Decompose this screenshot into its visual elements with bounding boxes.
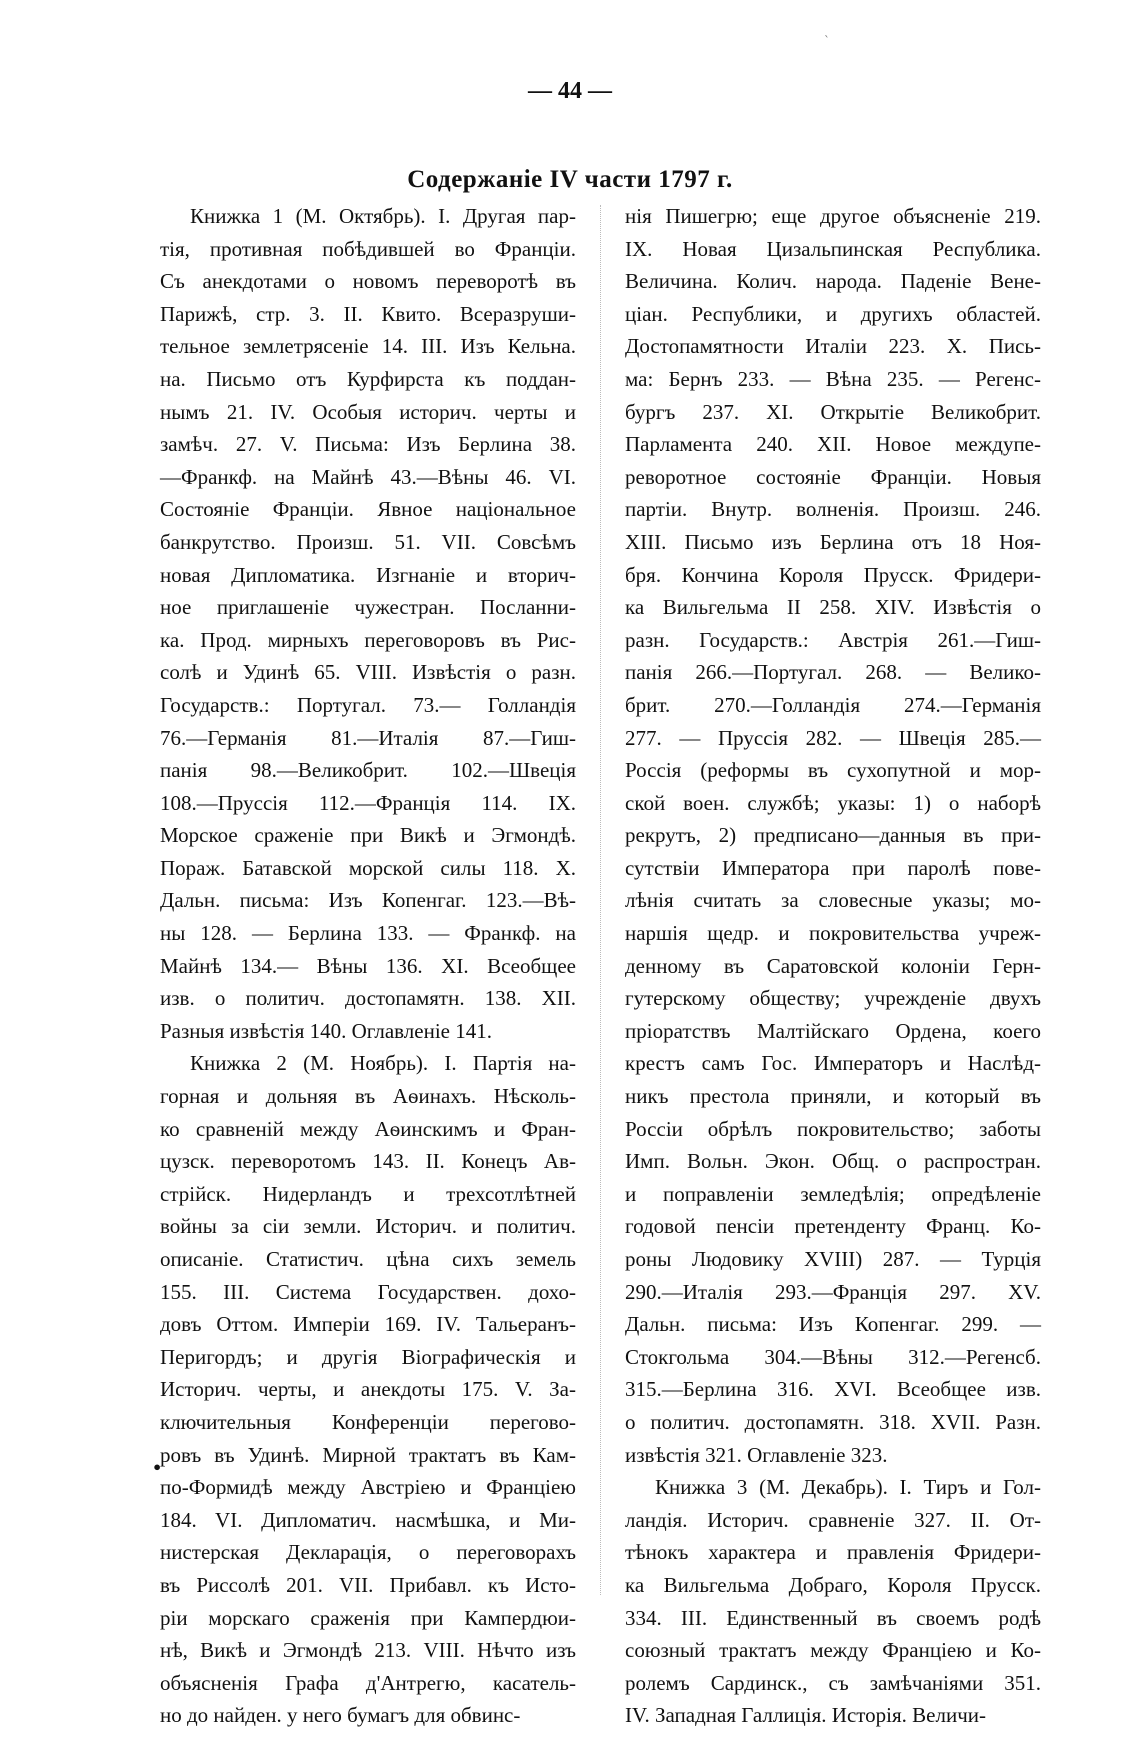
text-line: панія 266.—Португал. 268. — Велико- [625,660,1041,685]
text-line: ка Вильгельма II 258. XIV. Извѣстія о [625,595,1041,620]
text-line: о политич. достопамятн. 318. XVII. Разн. [625,1409,1041,1434]
text-line: 155. III. Система Государствен. дохо- [160,1279,576,1304]
text-line: Перигордъ; и другія Віографическія и [160,1344,576,1369]
text-line: пріоратствъ Малтійскаго Ордена, коего [625,1018,1041,1043]
text-line: Состояніе Франціи. Явное національное [160,497,576,522]
text-line: Морское сраженіе при Викѣ и Эгмондѣ. [160,823,576,848]
page-number: — 44 — [528,78,612,104]
text-line: союзный трактатъ между Франціею и Ко- [625,1638,1041,1663]
text-line: по-Формидѣ между Австріею и Франціею [160,1475,576,1500]
text-line: панія 98.—Великобрит. 102.—Швеція [160,758,576,783]
text-line: 315.—Берлина 316. XVI. Всеобщее изв. [625,1377,1041,1402]
text-line: въ Риссолѣ 201. VII. Прибавл. къ Исто- [160,1572,576,1597]
text-line: довъ Оттом. Имперіи 169. IV. Тальеранъ- [160,1312,576,1337]
text-line: Россія (реформы въ сухопутной и мор- [625,758,1041,783]
text-line: ка Вильгельма Добраго, Короля Прусск. [625,1572,1041,1597]
text-line: партіи. Внутр. волненія. Произш. 246. [625,497,1041,522]
text-line: 277. — Пруссія 282. — Швеція 285.— [625,725,1041,750]
text-line: Парижѣ, стр. 3. II. Квито. Всеразруши- [160,301,576,326]
scan-mark: ˋ [824,34,830,48]
text-line: Государств.: Португал. 73.— Голландія [160,692,576,717]
text-line: 290.—Италія 293.—Франція 297. XV. [625,1279,1041,1304]
text-line: IV. Западная Галлиція. Исторія. Величи- [625,1703,986,1728]
text-line: ціан. Республики, и другихъ областей. [625,301,1041,326]
text-line: 184. VI. Дипломатич. насмѣшка, и Ми- [160,1507,576,1532]
text-line: денному въ Саратовской колоніи Герн- [625,953,1041,978]
text-line: Величина. Колич. народа. Паденіе Вене- [625,269,1041,294]
text-line: ской воен. службѣ; указы: 1) о наборѣ [625,790,1041,815]
text-line: ное приглашеніе чужестран. Посланни- [160,595,576,620]
text-line: Историч. черты, и анекдоты 175. V. За- [160,1377,576,1402]
text-line: Имп. Вольн. Экон. Общ. о распростран. [625,1149,1041,1174]
text-line: солѣ и Удинѣ 65. VIII. Извѣстія о разн. [160,660,576,685]
text-line: бря. Кончина Короля Прусск. Фридери- [625,562,1041,587]
text-line: 108.—Пруссія 112.—Франція 114. IX. [160,790,576,815]
text-line: —Франкф. на Майнѣ 43.—Вѣны 46. VI. [160,464,576,489]
text-line: Достопамятности Италіи 223. X. Пись- [625,334,1041,359]
text-line: сутствіи Императора при паролѣ пове- [625,855,1041,880]
text-line: стрійск. Нидерландъ и трехсотлѣтней [160,1181,576,1206]
column-divider [600,205,601,1595]
text-line: банкрутство. Произш. 51. VII. Совсѣмъ [160,529,576,554]
text-line: тельное землетрясеніе 14. III. Изъ Кельна. [160,334,576,359]
text-line: ко сравненій между Аѳинскимъ и Фран- [160,1116,576,1141]
text-line: рекрутъ, 2) предписано—данныя въ при- [625,823,1041,848]
margin-dot: • [152,1458,163,1477]
text-line: Парламента 240. XII. Новое междупе- [625,432,1041,457]
text-line: горная и дольняя въ Аѳинахъ. Нѣсколь- [160,1084,576,1109]
text-line: ключительныя Конференціи перегово- [160,1409,576,1434]
text-line: и поправленіи земледѣлія; опредѣленіе [625,1181,1041,1206]
text-line: ны 128. — Берлина 133. — Франкф. на [160,921,576,946]
text-line: описаніе. Статистич. цѣна сихъ земель [160,1247,576,1271]
text-line: Россіи обрѣлъ покровительство; заботы [625,1116,1041,1141]
text-line: IX. Новая Цизальпинская Республика. [625,236,1041,261]
text-line: ролемъ Сардинск., съ замѣчаніями 351. [625,1670,1041,1695]
text-line: роны Людовику XVIII) 287. — Турція [625,1247,1041,1271]
text-line: Съ анекдотами о новомъ переворотѣ въ [160,269,576,294]
text-line: изв. о политич. достопамятн. 138. XII. [160,986,576,1011]
text-line: на. Письмо отъ Курфирста къ поддан- [160,366,576,391]
text-line: гутерскому обществу; учрежденіе двухъ [625,986,1041,1011]
text-line: Майнѣ 134.— Вѣны 136. XI. Всеобщее [160,953,576,978]
text-line: лѣнія считать за словесные указы; мо- [625,888,1041,913]
text-line: войны за сіи земли. Историч. и политич. [160,1214,576,1239]
text-line: нымъ 21. IV. Особыя историч. черты и [160,399,576,424]
text-line: Разныя извѣстія 140. Оглавленіе 141. [160,1018,492,1043]
right-column [625,200,1041,1732]
text-line: Книжка 1 (М. Октябрь). I. Другая пар- [190,204,576,228]
text-line: Стокгольма 304.—Вѣны 312.—Регенсб. [625,1344,1041,1369]
text-line: Дальн. письма: Изъ Копенгаг. 123.—Вѣ- [160,888,576,913]
text-line: бургъ 237. XI. Открытіе Великобрит. [625,399,1041,424]
text-line: крестъ самъ Гос. Императоръ и Наслѣд- [625,1051,1041,1076]
text-line: разн. Государств.: Австрія 261.—Гиш- [625,627,1041,652]
text-line: Пораж. Батавской морской силы 118. X. [160,855,576,880]
text-line: ка. Прод. мирныхъ переговоровъ въ Рис- [160,627,576,652]
text-line: но до найден. у него бумагъ для обвинс- [160,1703,521,1728]
text-line: никъ престола приняли, и который въ [625,1084,1041,1109]
text-line: Книжка 3 (М. Декабрь). I. Тиръ и Гол- [655,1475,1041,1500]
left-column [160,200,576,1732]
text-line: объясненія Графа д'Антрегю, касатель- [160,1670,576,1695]
text-line: цузск. переворотомъ 143. II. Конецъ Ав- [160,1149,576,1174]
text-line: ма: Бернъ 233. — Вѣна 235. — Регенс- [625,366,1041,391]
text-line: ріи морскаго сраженія при Кампердюи- [160,1605,576,1630]
text-line: брит. 270.—Голландія 274.—Германія [625,692,1041,717]
text-line: реворотное состояніе Франціи. Новыя [625,464,1041,489]
text-line: 76.—Германія 81.—Италія 87.—Гиш- [160,725,576,750]
text-line: 334. III. Единственный въ своемъ родѣ [625,1605,1041,1630]
text-line: Дальн. письма: Изъ Копенгаг. 299. — [625,1312,1041,1337]
text-line: замѣч. 27. V. Письма: Изъ Берлина 38. [160,432,576,457]
text-line: новая Дипломатика. Изгнаніе и вторич- [160,562,576,587]
text-line: нѣ, Викѣ и Эгмондѣ 213. VIII. Нѣчто изъ [160,1638,576,1663]
text-line: ландія. Историч. сравненіе 327. II. От- [625,1507,1041,1532]
text-line: нистерская Декларація, о переговорахъ [160,1540,576,1565]
page-title: Содержаніе IV части 1797 г. [407,166,733,193]
text-line: ровъ въ Удинѣ. Мирной трактатъ въ Кам- [160,1442,576,1467]
text-line: Книжка 2 (М. Ноябрь). I. Партія на- [190,1051,576,1076]
text-line: наршія щедр. и покровительства учреж- [625,921,1041,946]
text-line: тія, противная побѣдившей во Франціи. [160,236,576,261]
text-line: извѣстія 321. Оглавленіе 323. [625,1442,888,1467]
text-line: годовой пенсіи претенденту Франц. Ко- [625,1214,1041,1239]
text-line: нія Пишегрю; еще другое объясненіе 219. [625,204,1041,228]
text-line: тѣнокъ характера и правленія Фридери- [625,1540,1041,1565]
text-line: XIII. Письмо изъ Берлина отъ 18 Ноя- [625,529,1041,554]
